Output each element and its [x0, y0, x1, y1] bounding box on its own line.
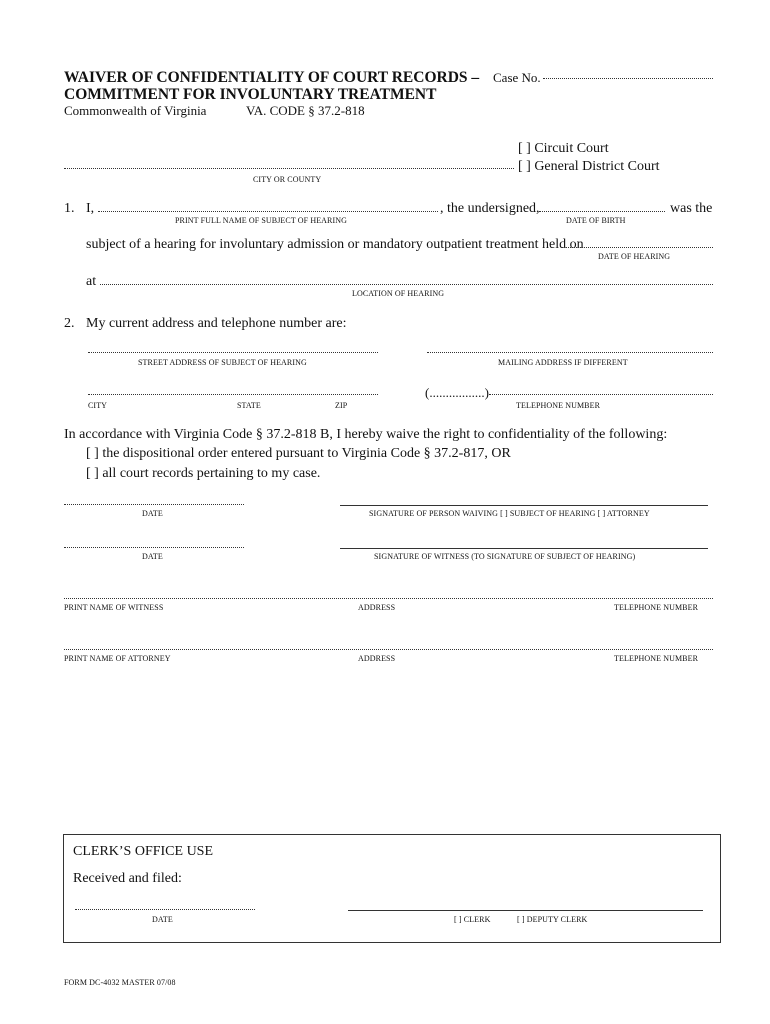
hearing-subject-text: subject of a hearing for involuntary admission or mandatory outpatient treatment held on: [86, 237, 584, 252]
print-name-attorney-caption: PRINT NAME OF ATTORNEY: [64, 654, 171, 663]
print-name-witness-caption: PRINT NAME OF WITNESS: [64, 603, 164, 612]
waiver-intro-text: In accordance with Virginia Code § 37.2-818 B, I hereby waive the right to confidentiality of the following:: [64, 427, 668, 442]
witness-telephone-caption: TELEPHONE NUMBER: [614, 603, 699, 612]
street-address-field[interactable]: [88, 352, 378, 353]
signature-person-waiving-caption: SIGNATURE OF PERSON WAIVING [ ] SUBJECT OF HEARING [ ] ATTORNEY: [369, 509, 650, 518]
commonwealth-label: Commonwealth of Virginia: [64, 103, 207, 118]
item2-text: My current address and telephone number are:: [86, 316, 347, 331]
date-of-hearing-caption: DATE OF HEARING: [598, 252, 671, 261]
signature-witness-line[interactable]: [340, 548, 708, 549]
clerk-date-caption: DATE: [152, 915, 173, 924]
received-and-filed-label: Received and filed:: [73, 871, 182, 886]
telephone-number-field[interactable]: [489, 394, 713, 395]
mailing-address-caption: MAILING ADDRESS IF DIFFERENT: [498, 358, 628, 367]
waiver-date-field[interactable]: [64, 504, 244, 505]
date-of-birth-caption: DATE OF BIRTH: [566, 216, 626, 225]
waiver-date-caption: DATE: [142, 509, 163, 518]
state-caption: STATE: [237, 401, 261, 410]
city-caption: CITY: [88, 401, 108, 410]
undersigned-label: , the undersigned,: [440, 201, 540, 216]
subject-full-name-field[interactable]: [98, 211, 438, 212]
date-of-birth-field[interactable]: [539, 211, 665, 212]
zip-caption: ZIP: [335, 401, 348, 410]
form-id-footer: FORM DC-4032 MASTER 07/08: [64, 978, 176, 987]
item1-number: 1.: [64, 201, 75, 216]
was-the-label: was the: [670, 201, 713, 216]
city-or-county-caption: CITY OR COUNTY: [253, 175, 322, 184]
waiver-option-all-records[interactable]: [ ] all court records pertaining to my case.: [86, 466, 321, 481]
street-address-caption: STREET ADDRESS OF SUBJECT OF HEARING: [138, 358, 307, 367]
item2-number: 2.: [64, 316, 75, 331]
item1-i-label: I,: [86, 201, 95, 216]
location-of-hearing-field[interactable]: [100, 284, 713, 285]
waiver-option-dispositional-order[interactable]: [ ] the dispositional order entered pursuant to Virginia Code § 37.2-817, OR: [86, 446, 511, 461]
form-title-line2: COMMITMENT FOR INVOLUNTARY TREATMENT: [64, 86, 437, 103]
clerks-office-heading: CLERK’S OFFICE USE: [73, 844, 214, 859]
city-state-zip-field[interactable]: [88, 394, 378, 395]
area-code-field[interactable]: (.................): [425, 385, 489, 400]
circuit-court-checkbox[interactable]: [ ] Circuit Court: [518, 141, 609, 156]
telephone-number-caption: TELEPHONE NUMBER: [516, 401, 601, 410]
date-of-hearing-field[interactable]: [561, 247, 713, 248]
witness-address-caption: ADDRESS: [358, 603, 396, 612]
attorney-telephone-caption: TELEPHONE NUMBER: [614, 654, 699, 663]
deputy-clerk-checkbox[interactable]: [ ] DEPUTY CLERK: [517, 915, 588, 924]
city-or-county-field[interactable]: [64, 168, 514, 169]
location-of-hearing-caption: LOCATION OF HEARING: [352, 289, 445, 298]
attorney-address-caption: ADDRESS: [358, 654, 396, 663]
form-title-line1: WAIVER OF CONFIDENTIALITY OF COURT RECORDS –: [64, 69, 480, 86]
case-no-label: Case No.: [493, 70, 541, 85]
clerk-date-field[interactable]: [75, 909, 255, 910]
signature-person-waiving-line[interactable]: [340, 505, 708, 506]
witness-info-field[interactable]: [64, 598, 713, 599]
at-label: at: [86, 274, 97, 289]
witness-date-caption: DATE: [142, 552, 163, 561]
general-district-court-checkbox[interactable]: [ ] General District Court: [518, 159, 660, 174]
case-no-field[interactable]: [543, 78, 713, 79]
signature-witness-caption: SIGNATURE OF WITNESS (TO SIGNATURE OF SUBJECT OF HEARING): [374, 552, 636, 561]
clerk-checkbox[interactable]: [ ] CLERK: [454, 915, 491, 924]
mailing-address-field[interactable]: [427, 352, 713, 353]
attorney-info-field[interactable]: [64, 649, 713, 650]
full-name-caption: PRINT FULL NAME OF SUBJECT OF HEARING: [175, 216, 348, 225]
va-code-label: VA. CODE § 37.2-818: [246, 103, 365, 118]
witness-date-field[interactable]: [64, 547, 244, 548]
clerk-signature-line[interactable]: [348, 910, 703, 911]
